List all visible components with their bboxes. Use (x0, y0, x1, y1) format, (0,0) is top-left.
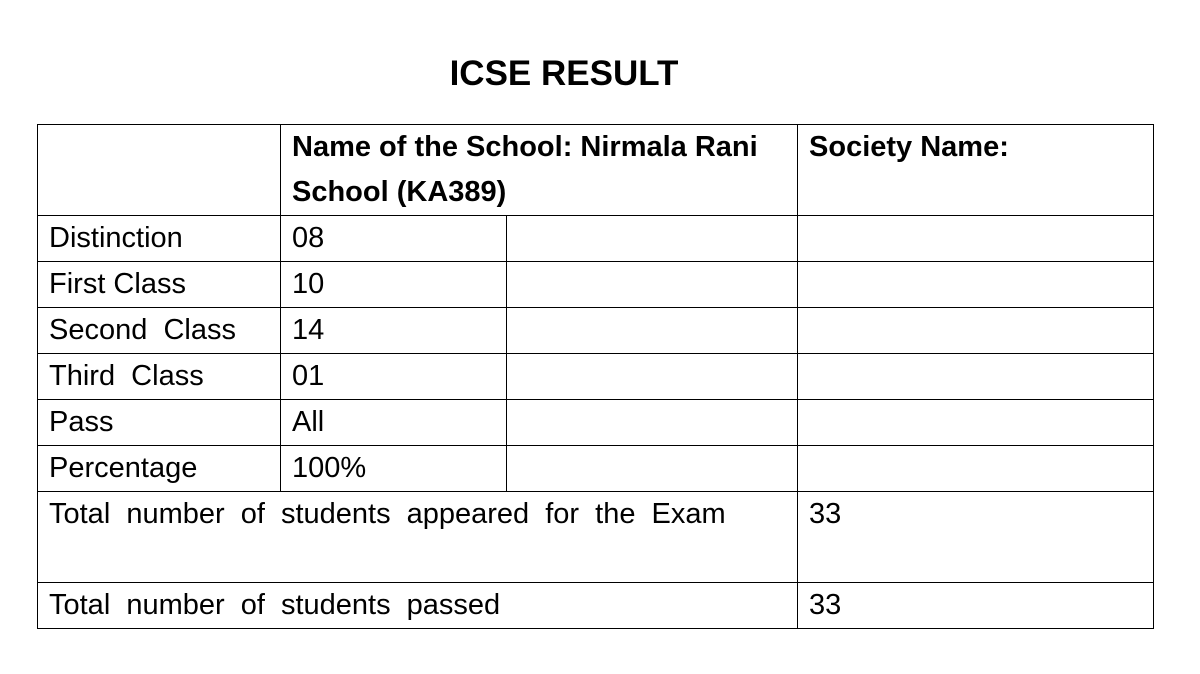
empty-cell (798, 400, 1154, 446)
empty-cell (507, 308, 798, 354)
table-row (38, 446, 1154, 492)
school-name-cell: Name of the School: Nirmala Rani School (KA389) (281, 125, 798, 216)
table-row (38, 262, 1154, 308)
result-table (37, 124, 1154, 629)
table-row (38, 216, 1154, 262)
total-passed-value: 33 (798, 583, 1154, 629)
table-row (38, 354, 1154, 400)
row-label: First Class (38, 262, 281, 308)
total-appeared-label: Total number of students appeared for the Exam (38, 492, 798, 583)
table-row (38, 308, 1154, 354)
empty-cell (798, 446, 1154, 492)
empty-cell (507, 216, 798, 262)
total-row (38, 492, 1154, 583)
empty-cell (507, 446, 798, 492)
row-value: 100% (281, 446, 507, 492)
header-blank-cell (38, 125, 281, 216)
table-row (38, 400, 1154, 446)
empty-cell (798, 354, 1154, 400)
row-value: 10 (281, 262, 507, 308)
empty-cell (507, 262, 798, 308)
row-value: All (281, 400, 507, 446)
row-label: Percentage (38, 446, 281, 492)
row-value: 08 (281, 216, 507, 262)
empty-cell (798, 308, 1154, 354)
row-label: Third Class (38, 354, 281, 400)
total-passed-label: Total number of students passed (38, 583, 798, 629)
row-value: 01 (281, 354, 507, 400)
empty-cell (798, 262, 1154, 308)
society-name-cell: Society Name: (798, 125, 1154, 216)
total-appeared-value: 33 (798, 492, 1154, 583)
table-header-row (38, 125, 1154, 216)
row-label: Pass (38, 400, 281, 446)
page-title: ICSE RESULT (449, 54, 679, 93)
empty-cell (507, 400, 798, 446)
row-label: Second Class (38, 308, 281, 354)
total-row (38, 583, 1154, 629)
empty-cell (507, 354, 798, 400)
row-value: 14 (281, 308, 507, 354)
empty-cell (798, 216, 1154, 262)
row-label: Distinction (38, 216, 281, 262)
